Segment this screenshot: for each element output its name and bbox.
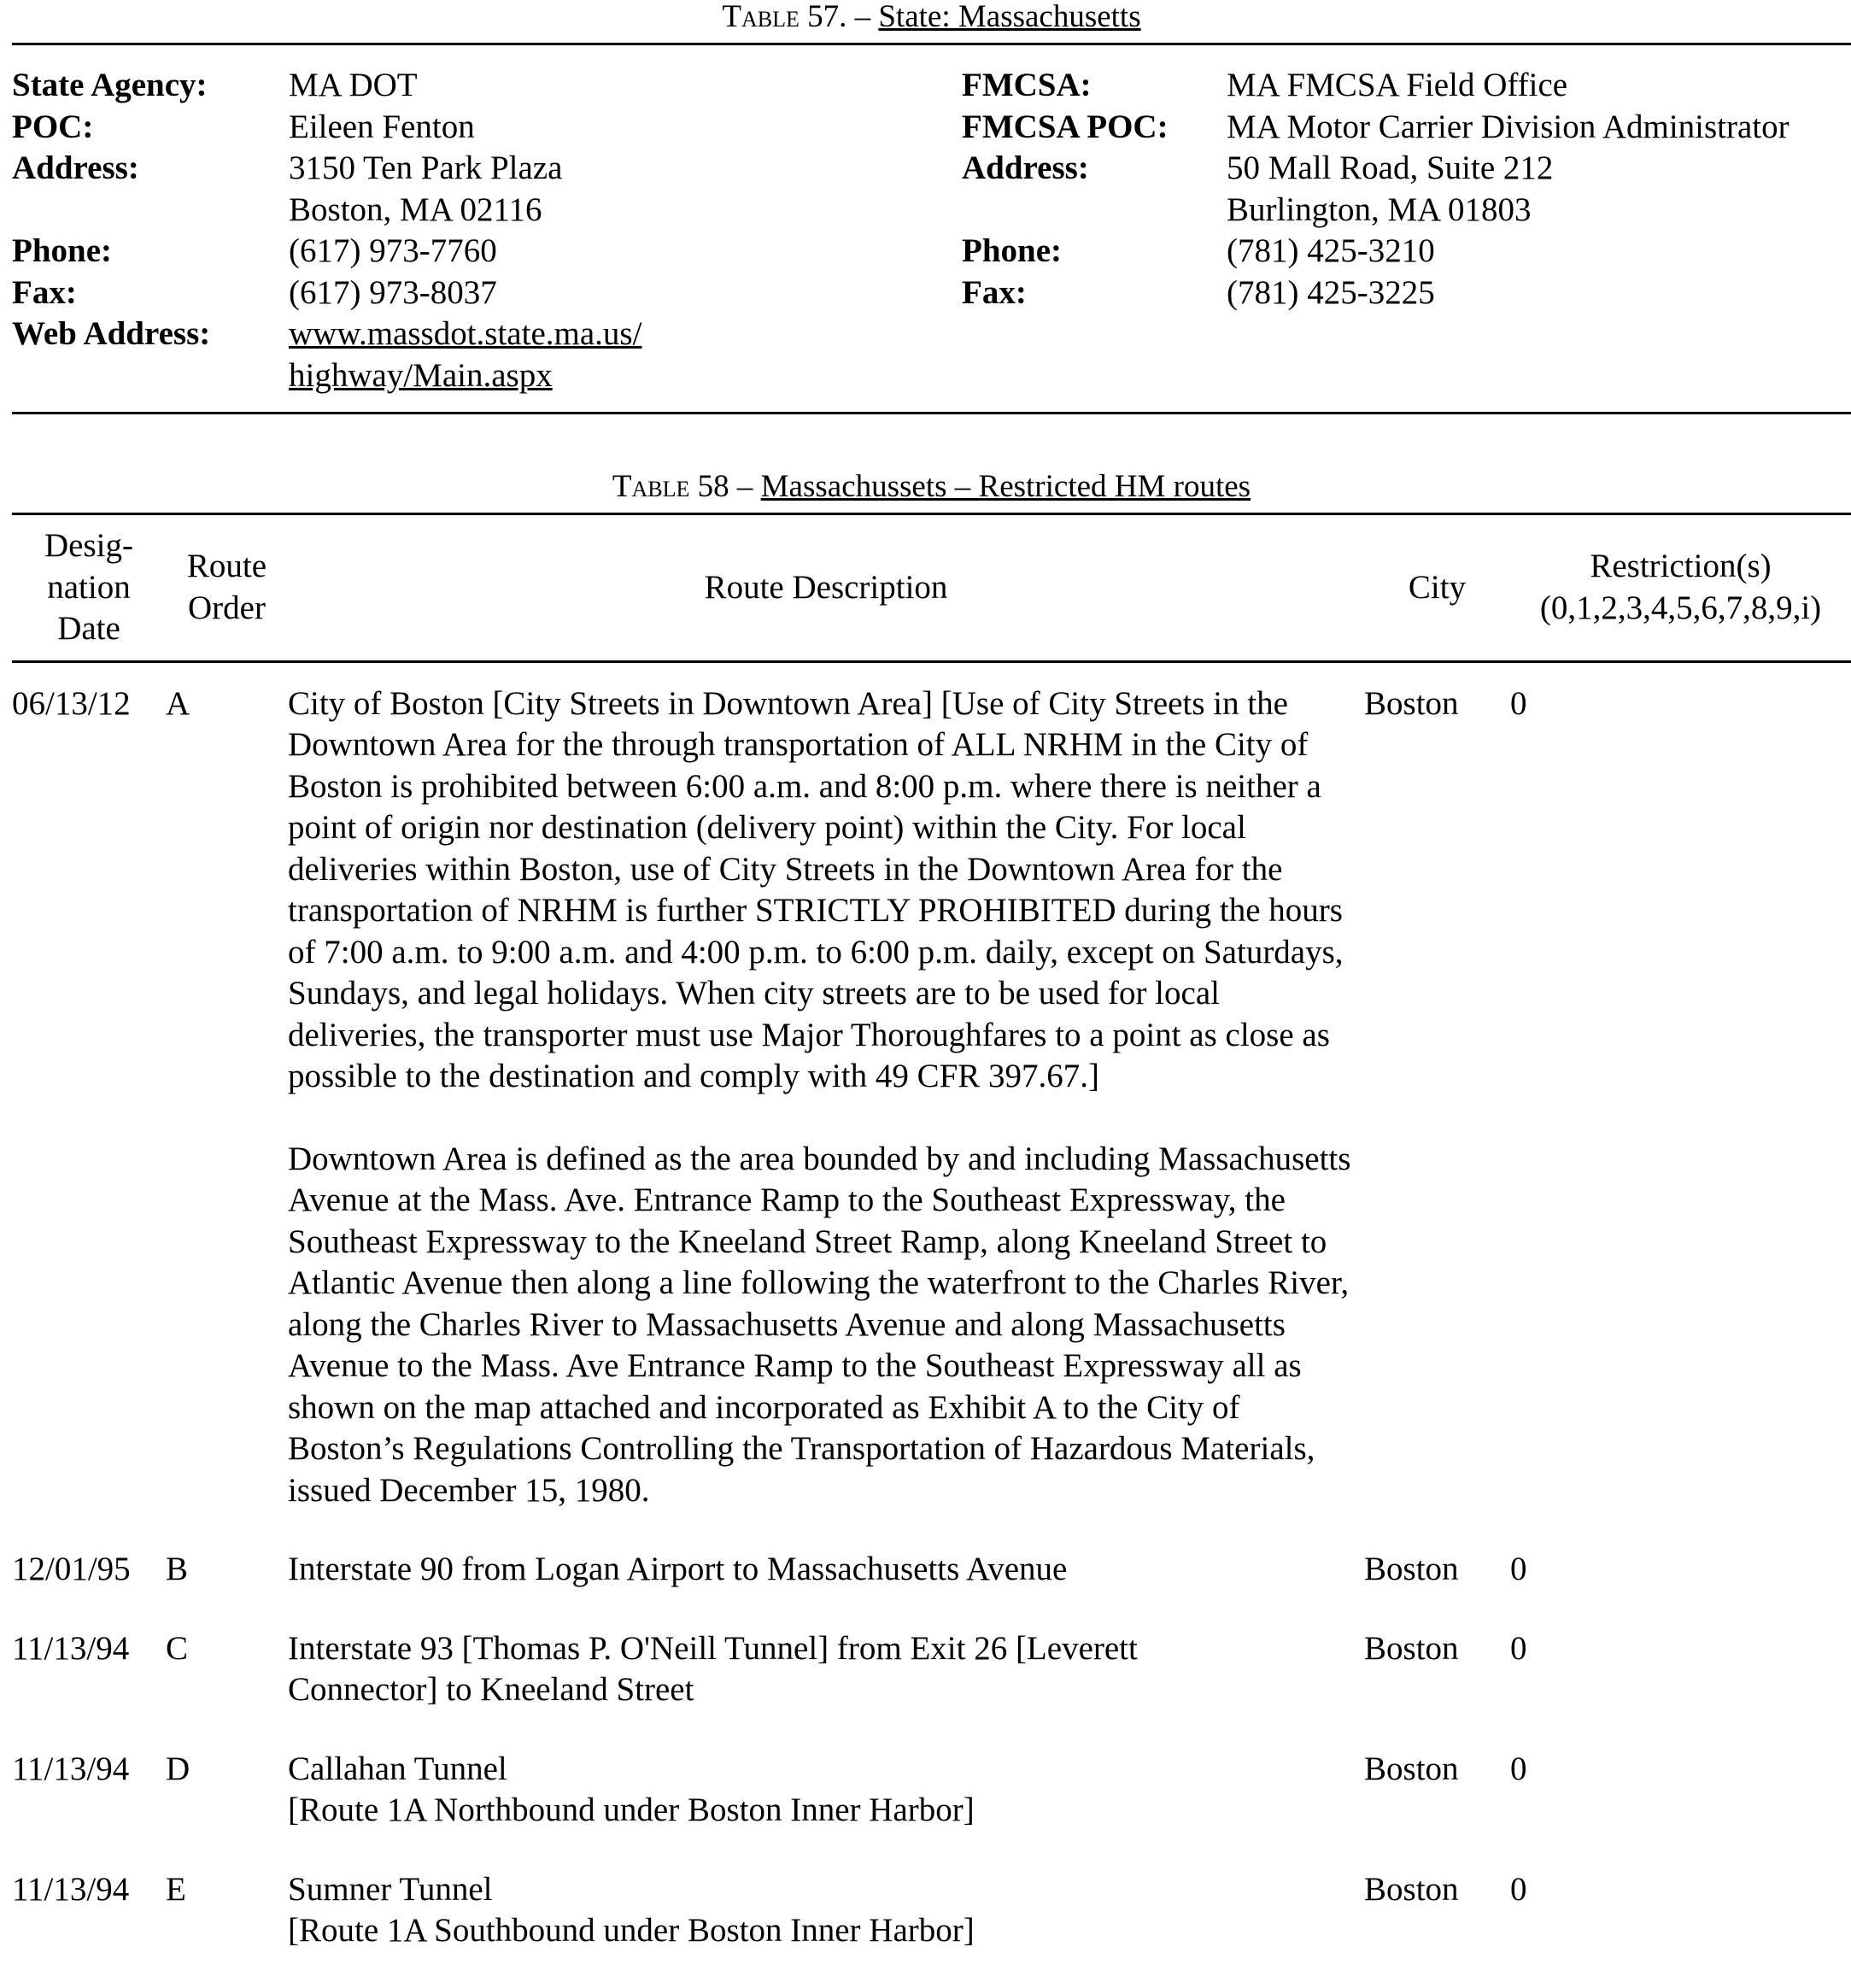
table58-caption-prefix: Table 58 — [612, 469, 729, 504]
table57-top-rule — [12, 43, 1851, 45]
table57-caption-title: State: Massachusetts — [878, 0, 1141, 34]
poc-row — [12, 107, 960, 149]
phone-row — [12, 231, 960, 273]
header-city: City — [1364, 514, 1510, 662]
fmcsa-address-line2: Burlington, MA 01803 — [1227, 191, 1532, 228]
fmcsa-address-row-2 — [962, 190, 1851, 232]
cell-city: Boston — [1364, 1551, 1459, 1587]
fmcsa-poc-label: FMCSA POC: — [962, 108, 1169, 145]
table57-caption-dash: – — [846, 0, 879, 34]
cell-restriction: 0 — [1510, 1750, 1527, 1787]
fmcsa-poc-value: MA Motor Carrier Division Administrator — [1227, 108, 1789, 145]
cell-description — [288, 1869, 1364, 1952]
web-address-link-cont[interactable]: highway/Main.aspx — [289, 356, 553, 394]
cell-date: 12/01/95 — [12, 1551, 131, 1587]
cell-date: 11/13/94 — [12, 1629, 130, 1667]
web-row — [12, 314, 960, 355]
cell-date: 11/13/94 — [12, 1750, 130, 1787]
fax-label: Fax: — [12, 273, 77, 311]
table-row — [12, 1549, 1851, 1628]
poc-label: POC: — [12, 108, 94, 145]
fmcsa-label: FMCSA: — [962, 67, 1092, 103]
fmcsa-contact — [962, 65, 1851, 314]
restricted-routes-table — [12, 513, 1851, 1952]
phone-value: (617) 973-7760 — [289, 232, 497, 269]
cell-restriction: 0 — [1510, 1551, 1527, 1587]
cell-date: 06/13/12 — [12, 684, 131, 722]
cell-order: E — [166, 1870, 186, 1908]
poc-value: Eileen Fenton — [289, 108, 475, 145]
fax-row — [12, 273, 960, 314]
cell-order: C — [166, 1629, 189, 1667]
web-address-label: Web Address: — [12, 315, 211, 352]
cell-restriction: 0 — [1510, 1870, 1527, 1908]
table58-caption-dash: – — [729, 469, 761, 504]
header-route-order: Route Order — [166, 514, 288, 662]
cell-restriction: 0 — [1510, 1629, 1527, 1667]
address-row — [12, 148, 960, 190]
cell-description — [288, 661, 1364, 1549]
state-agency-value: MA DOT — [289, 67, 418, 103]
fmcsa-address-row — [962, 148, 1851, 190]
description-line: Callahan Tunnel — [288, 1750, 507, 1787]
cell-description — [288, 1549, 1364, 1628]
fax-value: (617) 973-8037 — [289, 273, 497, 311]
cell-city: Boston — [1364, 1629, 1459, 1667]
cell-order: A — [166, 684, 190, 722]
table-row — [12, 1628, 1851, 1749]
state-agency-contact — [12, 65, 960, 396]
description-line: Sumner Tunnel — [288, 1870, 493, 1908]
fmcsa-row — [962, 65, 1851, 107]
description-paragraph: Interstate 90 from Logan Airport to Massachusetts Avenue — [288, 1551, 1068, 1587]
fmcsa-fax-row — [962, 273, 1851, 314]
table57-caption-prefix: Table 57. — [722, 0, 847, 34]
table58-caption — [12, 470, 1851, 504]
table-row — [12, 1749, 1851, 1869]
address-line1: 3150 Ten Park Plaza — [289, 150, 563, 186]
table57-bottom-rule — [12, 412, 1851, 414]
state-agency-row — [12, 65, 960, 107]
cell-date: 11/13/94 — [12, 1870, 130, 1908]
description-paragraph: Downtown Area is defined as the area bounded by and including Massachusetts Avenue at the Mass. Ave. Entrance Ramp to the Southeast Expressway, the Southeast Expressway to the Kneeland Street Ramp, along Kneeland Street to Atlantic Avenue then along a line following the waterfront to the Charles River, along the Charles River to Massachusetts Avenue and along Massachusetts Avenue to the Mass. Ave Entrance Ramp to the Southeast Expressway all as shown on the map attached and incorporated as Exhibit A to the City of Boston’s Regulations Controlling the Transportation of Hazardous Materials, issued December 15, 1980. — [288, 1140, 1351, 1509]
cell-description — [288, 1628, 1364, 1749]
cell-city: Boston — [1364, 684, 1459, 722]
address-label: Address: — [12, 150, 139, 186]
phone-label: Phone: — [12, 232, 112, 269]
table-header-row — [12, 514, 1851, 662]
cell-description — [288, 1749, 1364, 1869]
fmcsa-phone-value: (781) 425-3210 — [1227, 232, 1435, 269]
header-route-description: Route Description — [288, 514, 1364, 662]
description-line: [Route 1A Southbound under Boston Inner Harbor] — [288, 1912, 975, 1949]
cell-city: Boston — [1364, 1750, 1459, 1787]
description-line: [Route 1A Northbound under Boston Inner Harbor] — [288, 1792, 975, 1828]
cell-city: Boston — [1364, 1870, 1459, 1908]
fmcsa-address-line1: 50 Mall Road, Suite 212 — [1227, 150, 1554, 186]
web-row-2 — [12, 355, 960, 397]
table58-caption-title: Massachussets – Restricted HM routes — [760, 469, 1251, 504]
table-row — [12, 1869, 1851, 1952]
fmcsa-phone-label: Phone: — [962, 232, 1062, 269]
description-paragraph: City of Boston [City Streets in Downtown Area] [Use of City Streets in the Downtown Area for the through transportation of ALL NRHM in the City of Boston is prohibited between 6:00 a.m. and 8:00 p.m. where there is neither a point of origin nor destination (delivery point) within the City. For local deliveries within Boston, use of City Streets in the Downtown Area for the transportation of NRHM is further STRICTLY PROHIBITED during the hours of 7:00 a.m. to 9:00 a.m. and 4:00 p.m. to 6:00 p.m. daily, except on Saturdays, Sundays, and legal holidays. When city streets are to be used for local deliveries, the transporter must use Major Thoroughfares to a point as close as possible to the destination and comply with 49 CFR 397.67.] — [288, 684, 1344, 1094]
header-designation-date: Desig- nation Date — [12, 514, 166, 662]
header-restrictions: Restriction(s) (0,1,2,3,4,5,6,7,8,9,i) — [1510, 514, 1851, 662]
fmcsa-fax-label: Fax: — [962, 273, 1027, 311]
fmcsa-value: MA FMCSA Field Office — [1227, 67, 1568, 103]
cell-order: D — [166, 1750, 190, 1787]
fmcsa-address-label: Address: — [962, 150, 1089, 186]
cell-order: B — [166, 1551, 189, 1587]
address-line2: Boston, MA 02116 — [289, 191, 542, 228]
table57-caption — [12, 0, 1851, 34]
fmcsa-phone-row — [962, 231, 1851, 273]
address-row-2 — [12, 190, 960, 232]
web-address-link[interactable]: www.massdot.state.ma.us/ — [289, 315, 642, 352]
fmcsa-poc-row — [962, 107, 1851, 149]
state-agency-label: State Agency: — [12, 67, 208, 103]
cell-restriction: 0 — [1510, 684, 1527, 722]
fmcsa-fax-value: (781) 425-3225 — [1227, 273, 1435, 311]
description-paragraph: Interstate 93 [Thomas P. O'Neill Tunnel] from Exit 26 [Leverett Connector] to Kneeland Street — [288, 1629, 1138, 1708]
table-row — [12, 661, 1851, 1549]
